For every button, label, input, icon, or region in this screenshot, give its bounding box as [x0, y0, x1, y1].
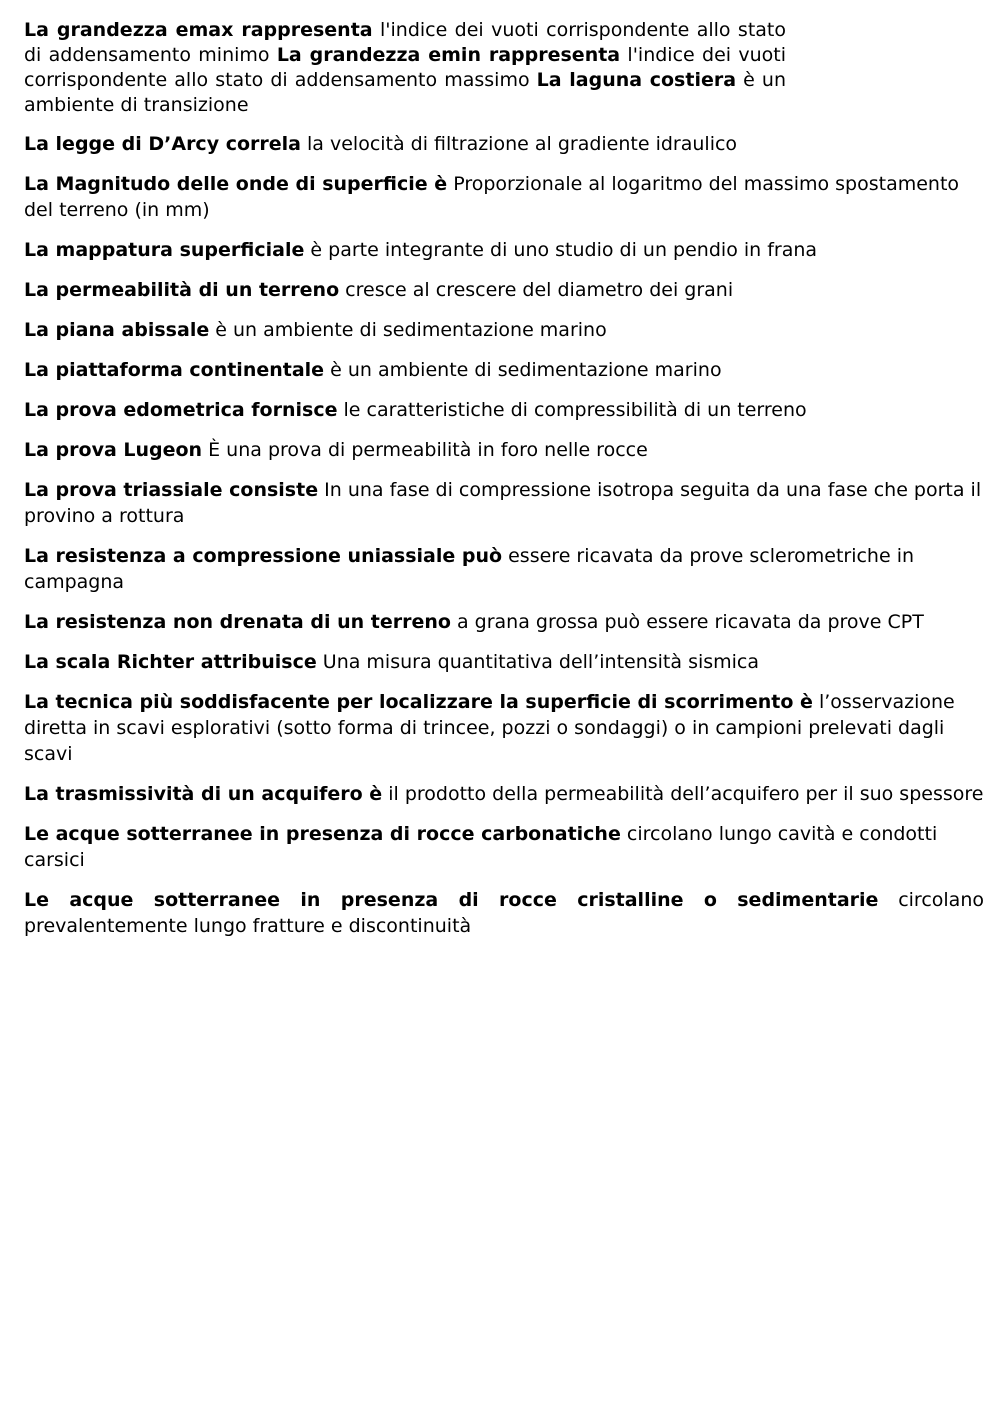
document-page — [24, 18, 984, 953]
entry-permeabilita — [24, 277, 984, 303]
entry-term: Le acque sotterranee in presenza di rocce cristalline o sedimentarie — [24, 889, 879, 911]
entry-term: La tecnica più soddisfacente per localizzare la superficie di scorrimento è — [24, 691, 813, 713]
entry-term: La prova edometrica fornisce — [24, 399, 338, 421]
entry-resistenza-compressione — [24, 543, 984, 595]
entry-definition: l’osservazione diretta in scavi esplorativi (sotto forma di trincee, pozzi o sondaggi) o in campioni prelevati dagli scavi — [24, 691, 955, 765]
entry-term: La laguna costiera — [536, 69, 737, 91]
entry-definition: circolano prevalentemente lungo fratture e discontinuità — [24, 889, 984, 937]
entry-resistenza-non-drenata — [24, 609, 984, 635]
entry-mappatura — [24, 237, 984, 263]
entry-definition: l'indice dei vuoti corrispondente allo stato di addensamento massimo — [24, 44, 786, 91]
entry-definition: è un ambiente di sedimentazione marino — [324, 359, 722, 381]
entry-definition: a grana grossa può essere ricavata da prove CPT — [450, 611, 924, 633]
entry-term: La prova Lugeon — [24, 439, 203, 461]
entry-definition: è parte integrante di uno studio di un pendio in frana — [304, 239, 818, 261]
entry-acque-carbonatiche — [24, 821, 984, 873]
entry-definition: circolano lungo cavità e condotti carsici — [24, 823, 938, 871]
entry-term: La piattaforma continentale — [24, 359, 325, 381]
entry-definition: è un ambiente di sedimentazione marino — [209, 319, 607, 341]
entry-trasmissivita — [24, 781, 984, 807]
entry-definition: la velocità di filtrazione al gradiente idraulico — [300, 133, 738, 155]
entry-term: La piana abissale — [24, 319, 210, 341]
entry-definition: è un ambiente di transizione — [24, 69, 786, 116]
entry-term: La Magnitudo delle onde di superficie è — [24, 173, 448, 195]
entry-prova-triassiale — [24, 477, 984, 529]
entry-definition: È una prova di permeabilità in foro nelle rocce — [202, 439, 648, 461]
entry-emax-emin-laguna — [24, 18, 786, 118]
entry-term: La legge di D’Arcy correla — [24, 133, 301, 155]
entry-definition: l'indice dei vuoti corrispondente allo stato di addensamento minimo — [24, 19, 786, 66]
entry-term: La permeabilità di un terreno — [24, 279, 340, 301]
entry-definition: Una misura quantitativa dell’intensità sismica — [316, 651, 760, 673]
entry-term: La resistenza non drenata di un terreno — [24, 611, 451, 633]
entry-definition: cresce al crescere del diametro dei grani — [339, 279, 734, 301]
entry-term: La prova triassiale consiste — [24, 479, 319, 501]
entry-definition: In una fase di compressione isotropa seguita da una fase che porta il provino a rottura — [24, 479, 982, 527]
entry-scala-richter — [24, 649, 984, 675]
entry-prova-lugeon — [24, 437, 984, 463]
entry-term: Le acque sotterranee in presenza di rocce carbonatiche — [24, 823, 621, 845]
entry-term: La mappatura superficiale — [24, 239, 305, 261]
entry-magnitudo — [24, 171, 984, 223]
entry-term: La grandezza emax rappresenta — [24, 19, 373, 41]
entry-term: La scala Richter attribuisce — [24, 651, 317, 673]
entry-term: La resistenza a compressione uniassiale può — [24, 545, 503, 567]
entry-definition: il prodotto della permeabilità dell’acquifero per il suo spessore — [382, 783, 984, 805]
entry-acque-cristalline — [24, 887, 984, 939]
entry-term: La trasmissività di un acquifero è — [24, 783, 383, 805]
entry-legge-darcy — [24, 131, 984, 157]
entry-definition: essere ricavata da prove sclerometriche in campagna — [24, 545, 915, 593]
entry-tecnica-superficie — [24, 689, 984, 767]
entry-definition: le caratteristiche di compressibilità di un terreno — [337, 399, 807, 421]
entry-prova-edometrica — [24, 397, 984, 423]
entry-piattaforma — [24, 357, 984, 383]
entry-piana-abissale — [24, 317, 984, 343]
entry-term: La grandezza emin rappresenta — [276, 44, 621, 66]
entry-definition: Proporzionale al logaritmo del massimo spostamento del terreno (in mm) — [24, 173, 960, 221]
